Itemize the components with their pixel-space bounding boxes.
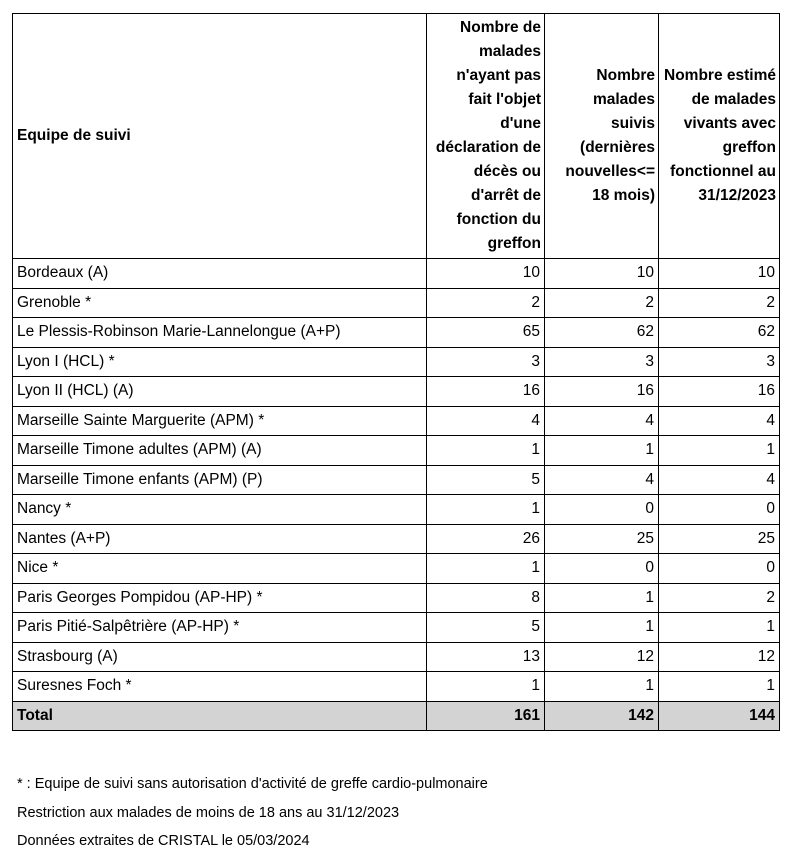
header-row: [13, 14, 780, 259]
not-declared-cell: 65: [427, 318, 545, 348]
total-row: [13, 701, 780, 731]
estimated-alive-cell: 4: [659, 465, 780, 495]
followed-cell: 1: [545, 672, 659, 702]
followed-cell: 10: [545, 259, 659, 289]
table-row: [13, 642, 780, 672]
followed-cell: 1: [545, 613, 659, 643]
table-body: [13, 259, 780, 731]
team-cell: Marseille Timone enfants (APM) (P): [13, 465, 427, 495]
followed-cell: 12: [545, 642, 659, 672]
header-estimated-alive: Nombre estimé de malades vivants avec greffon fonctionnel au 31/12/2023: [659, 14, 780, 259]
table-row: [13, 318, 780, 348]
team-cell: Lyon I (HCL) *: [13, 347, 427, 377]
followed-cell: 4: [545, 465, 659, 495]
not-declared-cell: 1: [427, 672, 545, 702]
followed-cell: 0: [545, 495, 659, 525]
estimated-alive-cell: 0: [659, 554, 780, 584]
estimated-alive-cell: 1: [659, 672, 780, 702]
followed-cell: 25: [545, 524, 659, 554]
team-cell: Paris Pitié-Salpêtrière (AP-HP) *: [13, 613, 427, 643]
team-cell: Nancy *: [13, 495, 427, 525]
table-row: [13, 347, 780, 377]
followed-cell: 0: [545, 554, 659, 584]
not-declared-cell: 10: [427, 259, 545, 289]
table-row: [13, 259, 780, 289]
team-cell: Bordeaux (A): [13, 259, 427, 289]
team-cell: Lyon II (HCL) (A): [13, 377, 427, 407]
table-row: [13, 672, 780, 702]
table-row: [13, 377, 780, 407]
follow-up-table: [12, 13, 780, 731]
not-declared-cell: 16: [427, 377, 545, 407]
team-cell: Suresnes Foch *: [13, 672, 427, 702]
footnote-restriction: Restriction aux malades de moins de 18 ans au 31/12/2023: [17, 804, 400, 821]
estimated-alive-cell: 10: [659, 259, 780, 289]
table-row: [13, 613, 780, 643]
followed-cell: 62: [545, 318, 659, 348]
not-declared-cell: 5: [427, 465, 545, 495]
total-estimated-alive: 144: [659, 701, 780, 731]
total-followed: 142: [545, 701, 659, 731]
estimated-alive-cell: 1: [659, 613, 780, 643]
not-declared-cell: 13: [427, 642, 545, 672]
footnote-source: Données extraites de CRISTAL le 05/03/2024: [17, 833, 310, 849]
team-cell: Strasbourg (A): [13, 642, 427, 672]
not-declared-cell: 8: [427, 583, 545, 613]
total-label: Total: [13, 701, 427, 731]
estimated-alive-cell: 2: [659, 583, 780, 613]
team-cell: Le Plessis-Robinson Marie-Lannelongue (A+P): [13, 318, 427, 348]
not-declared-cell: 5: [427, 613, 545, 643]
header-team: Equipe de suivi: [13, 14, 427, 259]
team-cell: Marseille Timone adultes (APM) (A): [13, 436, 427, 466]
team-cell: Nantes (A+P): [13, 524, 427, 554]
followed-cell: 16: [545, 377, 659, 407]
estimated-alive-cell: 1: [659, 436, 780, 466]
estimated-alive-cell: 0: [659, 495, 780, 525]
estimated-alive-cell: 12: [659, 642, 780, 672]
estimated-alive-cell: 25: [659, 524, 780, 554]
team-cell: Marseille Sainte Marguerite (APM) *: [13, 406, 427, 436]
not-declared-cell: 4: [427, 406, 545, 436]
estimated-alive-cell: 62: [659, 318, 780, 348]
table-row: [13, 436, 780, 466]
table-row: [13, 583, 780, 613]
table-row: [13, 288, 780, 318]
estimated-alive-cell: 2: [659, 288, 780, 318]
table-row: [13, 406, 780, 436]
estimated-alive-cell: 16: [659, 377, 780, 407]
followed-cell: 1: [545, 436, 659, 466]
followed-cell: 2: [545, 288, 659, 318]
footnote-asterisk: * : Equipe de suivi sans autorisation d'activité de greffe cardio-pulmonaire: [17, 776, 488, 792]
table-row: [13, 554, 780, 584]
estimated-alive-cell: 4: [659, 406, 780, 436]
team-cell: Nice *: [13, 554, 427, 584]
followed-cell: 3: [545, 347, 659, 377]
header-followed: Nombre malades suivis (dernières nouvelles<= 18 mois): [545, 14, 659, 259]
not-declared-cell: 1: [427, 554, 545, 584]
total-not-declared: 161: [427, 701, 545, 731]
not-declared-cell: 26: [427, 524, 545, 554]
estimated-alive-cell: 3: [659, 347, 780, 377]
followed-cell: 1: [545, 583, 659, 613]
followed-cell: 4: [545, 406, 659, 436]
not-declared-cell: 2: [427, 288, 545, 318]
header-not-declared: Nombre de malades n'ayant pas fait l'objet d'une déclaration de décès ou d'arrêt de fonction du greffon: [427, 14, 545, 259]
team-cell: Paris Georges Pompidou (AP-HP) *: [13, 583, 427, 613]
table-row: [13, 524, 780, 554]
not-declared-cell: 3: [427, 347, 545, 377]
team-cell: Grenoble *: [13, 288, 427, 318]
footnotes: [17, 770, 488, 856]
not-declared-cell: 1: [427, 436, 545, 466]
not-declared-cell: 1: [427, 495, 545, 525]
table-row: [13, 495, 780, 525]
table-row: [13, 465, 780, 495]
